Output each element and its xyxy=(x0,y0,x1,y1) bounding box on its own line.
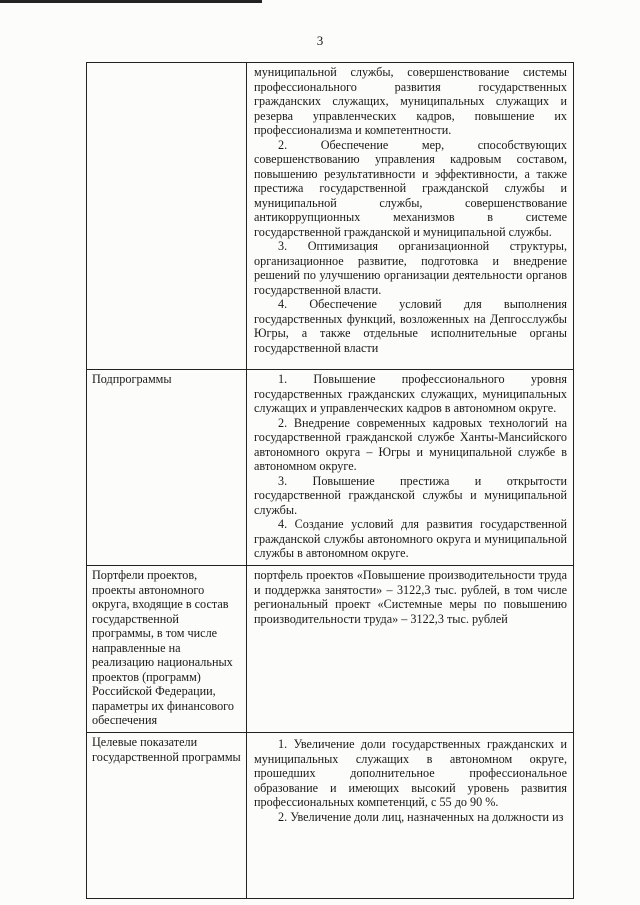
row-label xyxy=(87,63,247,370)
table-row xyxy=(87,63,574,370)
paragraph: 4. Создание условий для развития государственной гражданской службы автономного округа и муниципальной службы в автономном округе. xyxy=(254,517,567,560)
table-row xyxy=(87,370,574,566)
paragraph: 3. Оптимизация организационной структуры, организационное развитие, подготовка и внедрение решений по улучшению организации деятельности органов государственной власти. xyxy=(254,239,567,297)
row-value xyxy=(247,370,574,566)
paragraph: портфель проектов «Повышение производительности труда и поддержка занятости» – 3122,3 тыс. рублей, в том числе региональный проект «Системные меры по повышению производительности труда» – 3122,3 тыс. рублей xyxy=(254,568,567,626)
row-value xyxy=(247,733,574,899)
row-label: Целевые показатели государственной программы xyxy=(87,733,247,899)
paragraph: 2. Внедрение современных кадровых технологий на государственной гражданской службе Ханты-Мансийского автономного округа – Югры и муниципальной службе в автономном округе. xyxy=(254,415,567,473)
row-label: Портфели проектов, проекты автономного округа, входящие в состав государственной программы, в том числе направленные на реализацию национальных проектов (программ) Российской Федерации, параметры их финансового обеспечения xyxy=(87,566,247,733)
paragraph: 2. Увеличение доли лиц, назначенных на должности из xyxy=(278,809,564,824)
table-row xyxy=(87,733,574,899)
table-row xyxy=(87,566,574,733)
page-number: 3 xyxy=(316,33,324,48)
paragraph: 4. Обеспечение условий для выполнения государственных функций, возложенных на Депгосслужбы Югры, а также отдельные исполнительные органы государственной власти xyxy=(254,297,567,355)
paragraph: 3. Повышение престижа и открытости государственной гражданской службы и муниципальной службы. xyxy=(254,473,567,517)
paragraph: 1. Увеличение доли государственных гражданских и муниципальных служащих в автономном округе, прошедших дополнительное профессиональное образование и имеющих высокий уровень развития профессиональных компетенций, с 55 до 90 %. xyxy=(254,737,567,809)
row-value xyxy=(247,566,574,733)
paragraph: муниципальной службы, совершенствование системы профессионального развития государственных гражданских служащих, муниципальных служащих и резерва управленческих кадров, повышение их профессионализма и компетентности. xyxy=(254,65,567,137)
top-border-line xyxy=(0,0,262,3)
paragraph: 1. Повышение профессионального уровня государственных гражданских служащих, муниципальных служащих и управленческих кадров в автономном округе. xyxy=(254,372,567,415)
row-label: Подпрограммы xyxy=(87,370,247,566)
paragraph: 2. Обеспечение мер, способствующих совершенствованию управления кадровым составом, повышению результативности и эффективности, а также престижа государственной гражданской службы и муниципальной службы, совершенствование антикоррупционных механизмов в системе государственной гражданской и муниципальной службы. xyxy=(254,137,567,239)
program-passport-table xyxy=(86,62,574,899)
row-value xyxy=(247,63,574,370)
